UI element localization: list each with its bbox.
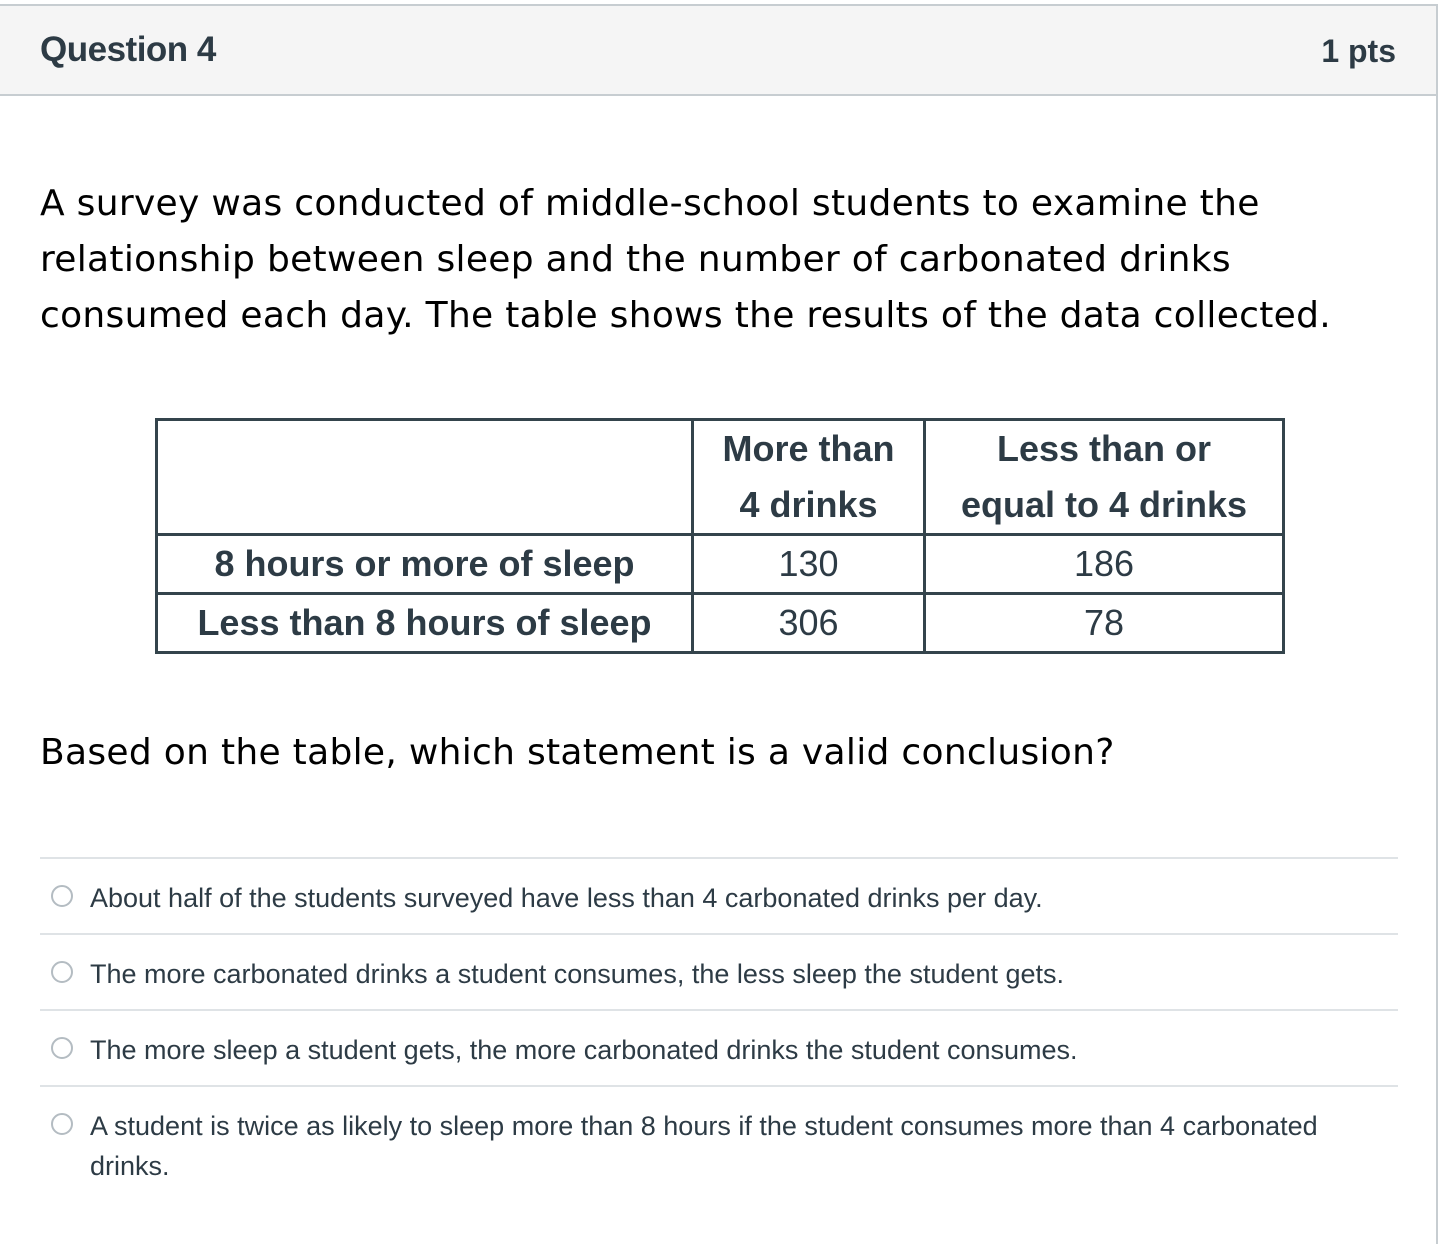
table-header-cell-less-or-equal-4: [925, 420, 1284, 535]
table-header-text: equal to 4 drinks: [960, 484, 1248, 525]
radio-button[interactable]: [51, 885, 73, 907]
question-prompt: Based on the table, which statement is a valid conclusion?: [40, 732, 1115, 773]
table-cell: 78: [925, 594, 1284, 653]
question-text: A survey was conducted of middle-school students to examine the relationship between sleep and the number of carbonated drinks consumed each day. The table shows the results of the data collected.: [40, 183, 1331, 336]
answer-option-2[interactable]: [40, 933, 1398, 1009]
answer-label[interactable]: The more sleep a student gets, the more carbonated drinks the student consumes.: [90, 1035, 1078, 1065]
table-header-cell-more-than-4: [693, 420, 925, 535]
table-cell: 186: [925, 535, 1284, 594]
answer-label[interactable]: A student is twice as likely to sleep more than 8 hours if the student consumes more than 4 carbonated drinks.: [90, 1111, 1318, 1181]
table-header-text: 4 drinks: [739, 484, 878, 525]
answer-list: [40, 857, 1398, 1195]
radio-button[interactable]: [51, 961, 73, 983]
answer-option-1[interactable]: [40, 857, 1398, 933]
table-row-label: 8 hours or more of sleep: [157, 535, 693, 594]
question-header: [0, 6, 1436, 96]
radio-button[interactable]: [51, 1113, 73, 1135]
table-row-label: Less than 8 hours of sleep: [157, 594, 693, 653]
answer-label[interactable]: About half of the students surveyed have less than 4 carbonated drinks per day.: [90, 883, 1043, 913]
table-cell: 130: [693, 535, 925, 594]
table-header-row: [157, 420, 1284, 535]
table-header-text: Less than or: [996, 428, 1212, 469]
table-row: [157, 594, 1284, 653]
answer-option-3[interactable]: [40, 1009, 1398, 1085]
question-title: Question 4: [40, 30, 216, 69]
table-cell: 306: [693, 594, 925, 653]
answer-option-4[interactable]: [40, 1085, 1398, 1195]
answer-label[interactable]: The more carbonated drinks a student consumes, the less sleep the student gets.: [90, 959, 1065, 989]
table-header-cell-empty: [157, 420, 693, 535]
table-header-text: More than: [722, 428, 895, 469]
question-points: 1 pts: [1321, 33, 1396, 69]
data-table: [155, 418, 1285, 654]
radio-button[interactable]: [51, 1037, 73, 1059]
table-row: [157, 535, 1284, 594]
